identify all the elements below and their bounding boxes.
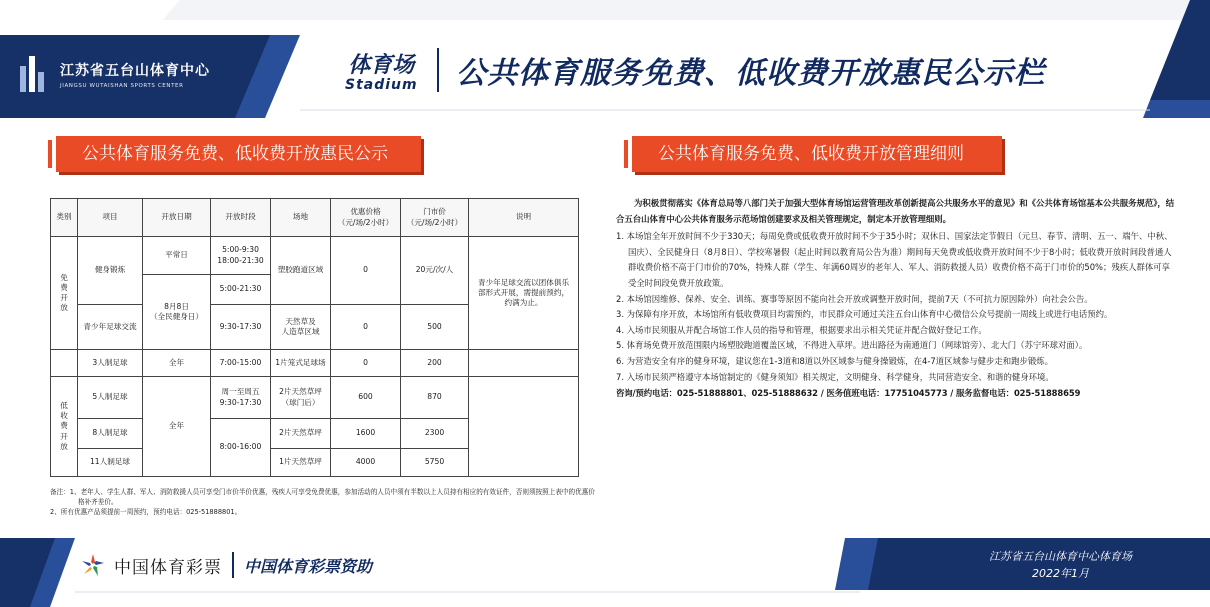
table-row xyxy=(51,237,579,275)
rule-item: 5. 体育场免费开放范围限内场塑胶跑道覆盖区域，不得进入草坪。进出路径为南通道门（网球馆旁）、北大门（苏宁环球对面）。 xyxy=(616,340,1088,351)
sponsor-text: 中国体育彩票资助 xyxy=(244,556,373,576)
lottery-name: 中国体育彩票 xyxy=(114,557,222,578)
cell-price: 200 xyxy=(401,350,469,377)
cell-item: 青少年足球交流 xyxy=(78,305,143,350)
col-open-time: 开放时段 xyxy=(211,199,271,237)
table-notes xyxy=(50,488,595,518)
rule-item: 2. 本场馆因维修、保养、安全、训练、赛事等原因不能向社会开放或调整开放时间，提前7天（不可抗力原因除外）向社会公告。 xyxy=(616,293,1093,304)
note-line: 2、所有优惠产品须提前一周预约，预约电话：025-51888801。 xyxy=(50,507,242,516)
col-notes: 说明 xyxy=(469,199,579,237)
cell-venue: 2片天然草坪 xyxy=(271,419,331,449)
cell-discount: 0 xyxy=(331,350,401,377)
pricing-table xyxy=(50,198,578,477)
cell-venue: 1片笼式足球场 xyxy=(271,350,331,377)
cell-date: 8月8日 （全民健身日） xyxy=(143,275,211,350)
cell-discount: 1600 xyxy=(331,419,401,449)
cell-time: 7:00-15:00 xyxy=(211,350,271,377)
rule-item: 4. 入场市民须服从并配合场馆工作人员的指导和管理，根据要求出示相关凭证并配合做好登记工作。 xyxy=(616,324,987,335)
cell-time: 5:00-21:30 xyxy=(211,275,271,305)
rule-item: 6. 为营造安全有序的健身环境，建议您在1-3道和8道以外区域参与健身操锻炼，在4-7道区域参与健步走和跑步锻炼。 xyxy=(616,355,1053,366)
rules-intro: 为积极贯彻落实《体育总局等八部门关于加强大型体育场馆运营管理改革创新提高公共服务水平的意见》和《公共体育场馆基本公共服务规范》，结合五台山体育中心公共体育服务示范场馆创建要求及相关管理规定，制定本开放管理细则。 xyxy=(616,198,1175,224)
stadium-label-cn: 体育场 xyxy=(348,53,415,78)
cell-discount: 0 xyxy=(331,305,401,350)
table-row xyxy=(51,350,579,377)
cell-date: 全年 xyxy=(143,350,211,377)
stadium-label-en: Stadium xyxy=(345,77,418,93)
cell-venue: 塑胶跑道区域 xyxy=(271,237,331,305)
note-line: 备注：1、老年人、学生人群、军人、消防救援人员可享受门市价半价优惠，残疾人可享受免费优惠，参加活动的人员中须有半数以上人员持有相应的有效证件，否则须按照上表中的优惠价格补齐差价。 xyxy=(50,488,595,506)
cell-note: 青少年足球交流以团体俱乐 部形式开展，需提前预约， 约满为止。 xyxy=(469,237,579,350)
cell-date: 全年 xyxy=(143,377,211,477)
page-title: 公共体育服务免费、低收费开放惠民公示栏 xyxy=(456,56,1045,91)
logo-name-cn: 江苏省五台山体育中心 xyxy=(60,62,210,79)
cell-time: 5:00-9:30 18:00-21:30 xyxy=(211,237,271,275)
cell-venue: 1片天然草坪 xyxy=(271,449,331,477)
cell-item: 11人制足球 xyxy=(78,449,143,477)
contact-phones: 咨询/预约电话：025-51888801、025-51888632 / 医务值班电话：17751045773 / 服务监督电话：025-51888659 xyxy=(616,388,1081,399)
management-rules xyxy=(616,196,1176,402)
cell-discount: 600 xyxy=(331,377,401,419)
cell-time: 9:30-17:30 xyxy=(211,305,271,350)
cell-note-empty xyxy=(469,377,579,477)
cell-time: 周一至周五 9:30-17:30 xyxy=(211,377,271,419)
cell-item: 健身锻炼 xyxy=(78,237,143,305)
col-list-price: 门市价 （元/场/2小时） xyxy=(401,199,469,237)
right-section-banner: 公共体育服务免费、低收费开放管理细则 xyxy=(632,136,1002,172)
cell-venue: 天然草及 人造草区域 xyxy=(271,305,331,350)
cell-item: 8人制足球 xyxy=(78,419,143,449)
logo-bars-icon xyxy=(18,56,52,92)
rule-item: 7. 入场市民须严格遵守本场馆制定的《健身须知》相关规定，文明健身、科学健身，共同营造安全、和谐的健身环境。 xyxy=(616,371,1054,382)
cell-date: 平常日 xyxy=(143,237,211,275)
col-discount-price: 优惠价格 （元/场/2小时） xyxy=(331,199,401,237)
footer-org: 江苏省五台山体育中心体育场 xyxy=(989,550,1132,563)
footer-info xyxy=(989,548,1132,582)
cell-item: 5人制足球 xyxy=(78,377,143,419)
rule-item: 1. 本场馆全年开放时间不少于330天；每周免费或低收费开放时间不少于35小时；双休日、国家法定节假日（元旦、春节、清明、五一、端午、中秋、国庆）、全民健身日（8月8日）、学校寒暑假（起止时间以教育局公告为准）期间每天免费或低收费开放时间不少于8小时；低收费开放时间段普通人群收费价格不高于门市价的70%，特殊人群（学生、年满60周岁的老年人、军人、消防救援人员）收费价格不高于门市价的50%；残疾人群体可享受全时间段免费开放政策。 xyxy=(616,231,1173,288)
cell-price: 870 xyxy=(401,377,469,419)
category-blank xyxy=(51,350,78,377)
cell-price: 5750 xyxy=(401,449,469,477)
table-header-row xyxy=(51,199,579,237)
col-item: 项目 xyxy=(78,199,143,237)
header xyxy=(0,0,1210,118)
col-venue: 场地 xyxy=(271,199,331,237)
cell-discount: 0 xyxy=(331,237,401,305)
lottery-logo xyxy=(80,552,372,578)
table-row xyxy=(51,377,579,419)
cell-price: 20元/次/人 xyxy=(401,237,469,305)
category-free: 免 费 开 放 xyxy=(51,237,78,350)
cell-venue: 2片天然草坪 （球门后） xyxy=(271,377,331,419)
col-category: 类别 xyxy=(51,199,78,237)
cell-item: 3人制足球 xyxy=(78,350,143,377)
rule-item: 3. 为保障有序开放，本场馆所有低收费项目均需预约，市民群众可通过关注五台山体育中心微信公众号提前一周线上或进行电话预约。 xyxy=(616,309,1113,320)
footer-divider xyxy=(232,552,234,578)
category-low-fee: 低 收 费 开 放 xyxy=(51,377,78,477)
col-open-date: 开放日期 xyxy=(143,199,211,237)
cell-discount: 4000 xyxy=(331,449,401,477)
logo-name-en: JIANGSU WUTAISHAN SPORTS CENTER xyxy=(60,82,184,89)
lottery-star-icon xyxy=(80,552,106,578)
cell-price: 500 xyxy=(401,305,469,350)
cell-time: 8:00-16:00 xyxy=(211,419,271,477)
left-section-banner: 公共体育服务免费、低收费开放惠民公示 xyxy=(56,136,421,172)
center-logo xyxy=(18,56,210,92)
stadium-label xyxy=(345,48,418,93)
cell-note-empty xyxy=(469,350,579,377)
cell-price: 2300 xyxy=(401,419,469,449)
header-divider xyxy=(437,48,439,92)
footer-date: 2022年1月 xyxy=(1032,567,1089,580)
